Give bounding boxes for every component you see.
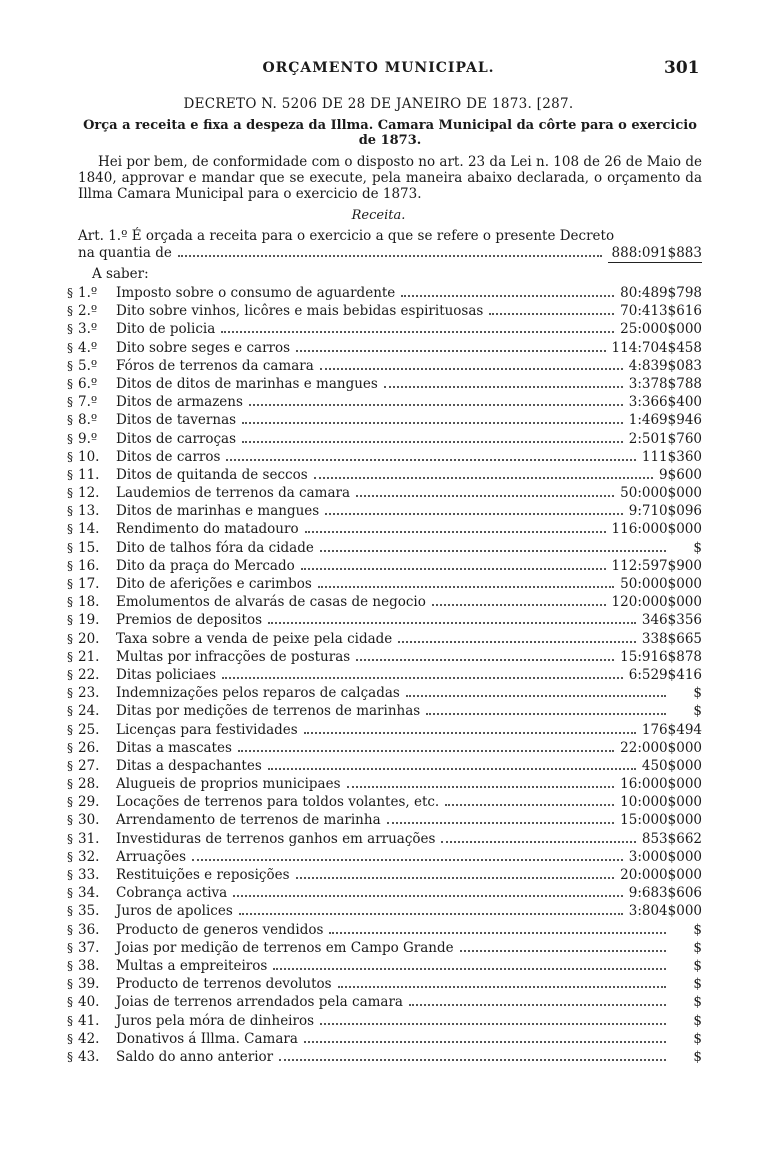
item-value: $ bbox=[693, 1048, 702, 1065]
item-number: 13. bbox=[78, 503, 100, 520]
section-mark: § bbox=[67, 486, 73, 501]
dot-leader bbox=[320, 550, 666, 552]
list-item bbox=[62, 939, 702, 957]
list-item bbox=[62, 466, 702, 484]
section-mark: § bbox=[67, 304, 73, 319]
item-description: Investiduras de terrenos ganhos em arruações bbox=[116, 830, 436, 847]
dot-leader bbox=[238, 750, 614, 752]
list-item bbox=[62, 721, 702, 739]
item-number: 15. bbox=[78, 539, 100, 556]
item-number: 21. bbox=[78, 648, 100, 665]
list-item bbox=[62, 630, 702, 648]
list-item bbox=[62, 793, 702, 811]
item-description: Multas a empreiteiros bbox=[116, 957, 268, 974]
item-value: 346$356 bbox=[641, 612, 702, 629]
list-item bbox=[62, 902, 702, 920]
section-mark: § bbox=[67, 340, 73, 355]
section-mark: § bbox=[67, 904, 73, 919]
dot-leader bbox=[432, 604, 606, 606]
list-item bbox=[62, 1030, 702, 1048]
item-number: 36. bbox=[78, 921, 100, 938]
item-value: 15:000$000 bbox=[620, 812, 702, 829]
dot-leader bbox=[320, 1023, 666, 1025]
section-mark: § bbox=[67, 1013, 73, 1028]
item-description: Ditos de ditos de marinhas e mangues bbox=[116, 375, 378, 392]
item-description: Joias por medição de terrenos em Campo Grande bbox=[116, 939, 454, 956]
list-item bbox=[62, 593, 702, 611]
item-description: Saldo do anno anterior bbox=[116, 1048, 274, 1065]
item-value: $ bbox=[693, 1012, 702, 1029]
section-mark: § bbox=[67, 595, 73, 610]
item-description: Ditas policiaes bbox=[116, 666, 217, 683]
dot-leader bbox=[222, 677, 623, 679]
section-mark: § bbox=[67, 522, 73, 537]
section-mark: § bbox=[67, 358, 73, 373]
item-number: 3.º bbox=[78, 321, 98, 338]
section-mark: § bbox=[67, 777, 73, 792]
decree-title: DECRETO N. 5206 DE 28 DE JANEIRO DE 1873. [287. bbox=[183, 96, 574, 112]
dot-leader bbox=[329, 932, 666, 934]
item-value: 25:000$000 bbox=[620, 321, 702, 338]
list-item bbox=[62, 611, 702, 629]
section-mark: § bbox=[67, 631, 73, 646]
item-description: Dito de policia bbox=[116, 321, 216, 338]
item-value: 3:378$788 bbox=[628, 375, 702, 392]
item-number: 20. bbox=[78, 630, 100, 647]
dot-leader bbox=[301, 568, 606, 570]
item-description: Taxa sobre a venda de peixe pela cidade bbox=[116, 630, 393, 647]
dot-leader bbox=[356, 495, 614, 497]
item-value: 2:501$760 bbox=[628, 430, 702, 447]
list-item bbox=[62, 811, 702, 829]
item-number: 4.º bbox=[78, 339, 98, 356]
list-item bbox=[62, 484, 702, 502]
item-number: 38. bbox=[78, 957, 100, 974]
item-number: 8.º bbox=[78, 412, 98, 429]
list-item bbox=[62, 448, 702, 466]
list-item bbox=[62, 921, 702, 939]
item-description: Restituições e reposições bbox=[116, 867, 290, 883]
item-number: 30. bbox=[78, 812, 100, 829]
item-description: Emolumentos de alvarás de casas de negocio bbox=[116, 594, 426, 611]
section-mark: § bbox=[67, 540, 73, 555]
item-value: 112:597$900 bbox=[611, 557, 702, 574]
list-item bbox=[62, 1048, 702, 1066]
section-mark: § bbox=[67, 413, 73, 428]
dot-leader bbox=[347, 786, 615, 788]
item-value: $ bbox=[693, 921, 702, 938]
item-value: 176$494 bbox=[641, 721, 702, 738]
item-description: Dito da praça do Mercado bbox=[116, 557, 295, 574]
item-value: 16:000$000 bbox=[620, 776, 702, 793]
item-number: 2.º bbox=[78, 303, 98, 320]
dot-leader bbox=[318, 586, 614, 588]
item-value: 3:000$000 bbox=[628, 848, 702, 865]
item-value: 9$600 bbox=[659, 466, 702, 483]
section-mark: § bbox=[67, 831, 73, 846]
item-number: 19. bbox=[78, 612, 100, 629]
list-item bbox=[62, 757, 702, 775]
decree-summary: Orça a receita e fixa a despeza da Illma. Camara Municipal da côrte para o exercicio de 1873. bbox=[83, 118, 697, 148]
item-value: 853$662 bbox=[641, 830, 702, 847]
item-description: Dito de aferições e carimbos bbox=[116, 576, 312, 592]
item-number: 28. bbox=[78, 776, 100, 793]
section-mark: § bbox=[67, 704, 73, 719]
list-item bbox=[62, 739, 702, 757]
article-total-line bbox=[78, 245, 702, 263]
section-mark: § bbox=[67, 613, 73, 628]
item-description: Ditos de armazens bbox=[116, 394, 243, 411]
item-value: 114:704$458 bbox=[611, 339, 702, 356]
dot-leader bbox=[242, 422, 623, 424]
item-number: 5.º bbox=[78, 357, 98, 374]
section-mark: § bbox=[67, 649, 73, 664]
item-description: Dito de talhos fóra da cidade bbox=[116, 539, 314, 556]
article-total: 888:091$883 bbox=[608, 245, 702, 263]
dot-leader bbox=[387, 822, 615, 824]
dot-leader bbox=[233, 895, 623, 897]
item-number: 35. bbox=[78, 903, 100, 920]
list-item bbox=[62, 430, 702, 448]
list-item bbox=[62, 993, 702, 1011]
item-description: Joias de terrenos arrendados pela camara bbox=[116, 994, 403, 1011]
item-number: 17. bbox=[78, 576, 100, 592]
article-line: Art. 1.º É orçada a receita para o exercicio a que se refere o presente Decreto bbox=[78, 228, 615, 244]
section-mark: § bbox=[67, 558, 73, 573]
list-item bbox=[62, 502, 702, 520]
revenue-items-list bbox=[62, 284, 702, 1066]
item-description: Producto de terrenos devolutos bbox=[116, 976, 332, 993]
dot-leader bbox=[192, 859, 623, 861]
list-item bbox=[62, 1012, 702, 1030]
item-description: Ditos de tavernas bbox=[116, 412, 237, 429]
item-description: Juros pela móra de dinheiros bbox=[116, 1012, 315, 1029]
page-number: 301 bbox=[664, 58, 700, 78]
item-value: 1:469$946 bbox=[628, 412, 702, 429]
section-mark: § bbox=[67, 431, 73, 446]
item-value: $ bbox=[693, 957, 702, 974]
dot-leader bbox=[460, 950, 666, 952]
section-mark: § bbox=[67, 667, 73, 682]
item-description: Juros de apolices bbox=[116, 903, 233, 920]
item-number: 22. bbox=[78, 666, 100, 683]
list-item bbox=[62, 957, 702, 975]
item-number: 1.º bbox=[78, 285, 98, 301]
section-mark: § bbox=[67, 686, 73, 701]
item-description: Licenças para festividades bbox=[116, 721, 298, 738]
item-description: Laudemios de terrenos da camara bbox=[116, 485, 351, 502]
list-item bbox=[62, 284, 702, 302]
section-mark: § bbox=[67, 577, 73, 591]
section-mark: § bbox=[67, 504, 73, 519]
dot-leader bbox=[441, 841, 635, 843]
list-item bbox=[62, 320, 702, 338]
dot-leader bbox=[304, 732, 636, 734]
dot-leader bbox=[249, 404, 623, 406]
item-value: 338$665 bbox=[641, 630, 702, 647]
item-value: 80:489$798 bbox=[620, 285, 702, 301]
list-item bbox=[62, 848, 702, 866]
section-mark: § bbox=[67, 940, 73, 955]
list-item bbox=[62, 975, 702, 993]
item-value: $ bbox=[693, 1030, 702, 1047]
item-description: Ditos de marinhas e mangues bbox=[116, 503, 320, 520]
item-description: Ditas a despachantes bbox=[116, 757, 262, 774]
list-item bbox=[62, 557, 702, 575]
list-item bbox=[62, 830, 702, 848]
item-description: Indemnizações pelos reparos de calçadas bbox=[116, 685, 400, 702]
item-value: 10:000$000 bbox=[620, 794, 702, 811]
item-value: 70:413$616 bbox=[620, 303, 702, 320]
dot-leader bbox=[226, 459, 635, 461]
item-value: 3:804$000 bbox=[628, 903, 702, 920]
item-description: Alugueis de proprios municipaes bbox=[116, 776, 341, 793]
section-mark: § bbox=[67, 849, 73, 864]
item-description: Premios de depositos bbox=[116, 612, 263, 629]
section-mark: § bbox=[67, 322, 73, 337]
dot-leader bbox=[239, 913, 623, 915]
list-item bbox=[62, 666, 702, 684]
item-number: 41. bbox=[78, 1012, 100, 1029]
item-description: Multas por infracções de posturas bbox=[116, 648, 351, 665]
list-item bbox=[62, 648, 702, 666]
item-number: 14. bbox=[78, 521, 100, 538]
section-mark: § bbox=[67, 868, 73, 882]
dot-leader bbox=[338, 986, 666, 988]
dot-leader bbox=[221, 331, 614, 333]
item-number: 33. bbox=[78, 867, 100, 883]
item-value: $ bbox=[693, 994, 702, 1011]
item-value: 50:000$000 bbox=[620, 485, 702, 502]
section-mark: § bbox=[67, 758, 73, 773]
list-item bbox=[62, 884, 702, 902]
item-value: 22:000$000 bbox=[620, 739, 702, 756]
item-number: 10. bbox=[78, 448, 100, 465]
item-number: 26. bbox=[78, 739, 100, 756]
list-item bbox=[62, 775, 702, 793]
section-mark: § bbox=[67, 795, 73, 810]
item-value: 116:000$000 bbox=[611, 521, 702, 538]
list-item bbox=[62, 375, 702, 393]
section-mark: § bbox=[67, 722, 73, 737]
list-item bbox=[62, 302, 702, 320]
item-description: Producto de generos vendidos bbox=[116, 921, 324, 938]
section-mark: § bbox=[67, 286, 73, 300]
list-item bbox=[62, 339, 702, 357]
dot-leader bbox=[426, 713, 666, 715]
item-value: 6:529$416 bbox=[628, 666, 702, 683]
item-number: 24. bbox=[78, 703, 100, 720]
dot-leader bbox=[325, 513, 623, 515]
item-number: 25. bbox=[78, 721, 100, 738]
item-value: $ bbox=[693, 539, 702, 556]
item-value: $ bbox=[693, 685, 702, 702]
item-description: Ditos de quitanda de seccos bbox=[116, 466, 308, 483]
dot-leader bbox=[279, 1059, 666, 1061]
list-item bbox=[62, 411, 702, 429]
item-number: 31. bbox=[78, 830, 100, 847]
dot-leader bbox=[296, 350, 606, 352]
section-mark: § bbox=[67, 995, 73, 1010]
dot-leader bbox=[268, 622, 636, 624]
item-number: 12. bbox=[78, 485, 100, 502]
item-value: $ bbox=[693, 976, 702, 993]
section-mark: § bbox=[67, 740, 73, 755]
dot-leader bbox=[273, 968, 666, 970]
item-number: 40. bbox=[78, 994, 100, 1011]
dot-leader bbox=[320, 368, 623, 370]
item-number: 9.º bbox=[78, 430, 98, 447]
item-number: 34. bbox=[78, 885, 100, 902]
dot-leader bbox=[296, 877, 615, 879]
item-description: Dito sobre vinhos, licôres e mais bebidas espirituosas bbox=[116, 303, 484, 320]
item-number: 37. bbox=[78, 939, 100, 956]
item-description: Dito sobre seges e carros bbox=[116, 339, 291, 356]
item-value: $ bbox=[693, 939, 702, 956]
dot-leader bbox=[305, 531, 606, 533]
item-description: Rendimento do matadouro bbox=[116, 521, 299, 538]
list-item bbox=[62, 393, 702, 411]
dot-leader bbox=[398, 641, 636, 643]
list-item bbox=[62, 575, 702, 593]
list-item bbox=[62, 539, 702, 557]
section-mark: § bbox=[67, 958, 73, 973]
decree-preamble: Hei por bem, de conformidade com o disposto no art. 23 da Lei n. 108 de 26 de Maio de 1840, approvar e mandar que se execute, pela maneira abaixo declarada, o orçamento da Illma Camara Municipal para o exercicio de 1873. bbox=[78, 154, 702, 202]
dot-leader bbox=[409, 1004, 666, 1006]
item-description: Cobrança activa bbox=[116, 885, 228, 902]
dot-leader bbox=[268, 768, 636, 770]
item-number: 42. bbox=[78, 1030, 100, 1047]
item-value: 20:000$000 bbox=[620, 867, 702, 883]
item-value: 15:916$878 bbox=[620, 648, 702, 665]
list-intro: A saber: bbox=[92, 266, 149, 282]
item-number: 7.º bbox=[78, 394, 98, 411]
article-label: na quantia de bbox=[78, 245, 172, 261]
item-number: 16. bbox=[78, 557, 100, 574]
item-value: 3:366$400 bbox=[628, 394, 702, 411]
dot-leader bbox=[384, 386, 623, 388]
dot-leader bbox=[356, 659, 614, 661]
section-heading: Receita. bbox=[351, 208, 406, 223]
item-description: Arruações bbox=[116, 848, 187, 865]
dot-leader bbox=[406, 695, 666, 697]
item-description: Ditos de carros bbox=[116, 448, 221, 465]
item-description: Ditos de carroças bbox=[116, 430, 237, 447]
item-description: Arrendamento de terrenos de marinha bbox=[116, 812, 381, 829]
item-description: Imposto sobre o consumo de aguardente bbox=[116, 285, 396, 301]
dot-leader bbox=[304, 1041, 666, 1043]
section-mark: § bbox=[67, 813, 73, 828]
item-number: 6.º bbox=[78, 375, 98, 392]
section-mark: § bbox=[67, 376, 73, 391]
item-value: $ bbox=[693, 703, 702, 720]
list-item bbox=[62, 684, 702, 702]
item-description: Fóros de terrenos da camara bbox=[116, 357, 314, 374]
item-number: 23. bbox=[78, 685, 100, 702]
dot-leader bbox=[178, 255, 602, 257]
running-title: ORÇAMENTO MUNICIPAL. bbox=[262, 60, 495, 76]
list-item bbox=[62, 520, 702, 538]
dot-leader bbox=[401, 295, 614, 297]
item-number: 29. bbox=[78, 794, 100, 811]
item-number: 32. bbox=[78, 848, 100, 865]
item-number: 43. bbox=[78, 1048, 100, 1065]
dot-leader bbox=[242, 441, 623, 443]
item-description: Locações de terrenos para toldos volantes, etc. bbox=[116, 794, 440, 811]
list-item bbox=[62, 866, 702, 884]
item-value: 9:683$606 bbox=[628, 885, 702, 902]
section-mark: § bbox=[67, 922, 73, 937]
dot-leader bbox=[489, 313, 614, 315]
item-number: 27. bbox=[78, 757, 100, 774]
item-value: 4:839$083 bbox=[628, 357, 702, 374]
item-description: Ditas a mascates bbox=[116, 739, 232, 756]
item-value: 120:000$000 bbox=[611, 594, 702, 611]
section-mark: § bbox=[67, 1031, 73, 1046]
article-1 bbox=[78, 228, 702, 263]
item-value: 50:000$000 bbox=[620, 576, 702, 592]
section-mark: § bbox=[67, 977, 73, 992]
list-item bbox=[62, 702, 702, 720]
section-mark: § bbox=[67, 449, 73, 464]
dot-leader bbox=[445, 804, 614, 806]
item-value: 450$000 bbox=[641, 757, 702, 774]
item-value: 9:710$096 bbox=[628, 503, 702, 520]
list-item bbox=[62, 357, 702, 375]
dot-leader bbox=[314, 477, 653, 479]
item-number: 18. bbox=[78, 594, 100, 611]
item-number: 39. bbox=[78, 976, 100, 993]
section-mark: § bbox=[67, 467, 73, 482]
item-number: 11. bbox=[78, 466, 100, 483]
section-mark: § bbox=[67, 395, 73, 410]
item-description: Ditas por medições de terrenos de marinhas bbox=[116, 703, 421, 720]
section-mark: § bbox=[67, 1049, 73, 1064]
item-description: Donativos á Illma. Camara bbox=[116, 1030, 298, 1047]
item-value: 111$360 bbox=[641, 448, 702, 465]
section-mark: § bbox=[67, 886, 73, 901]
